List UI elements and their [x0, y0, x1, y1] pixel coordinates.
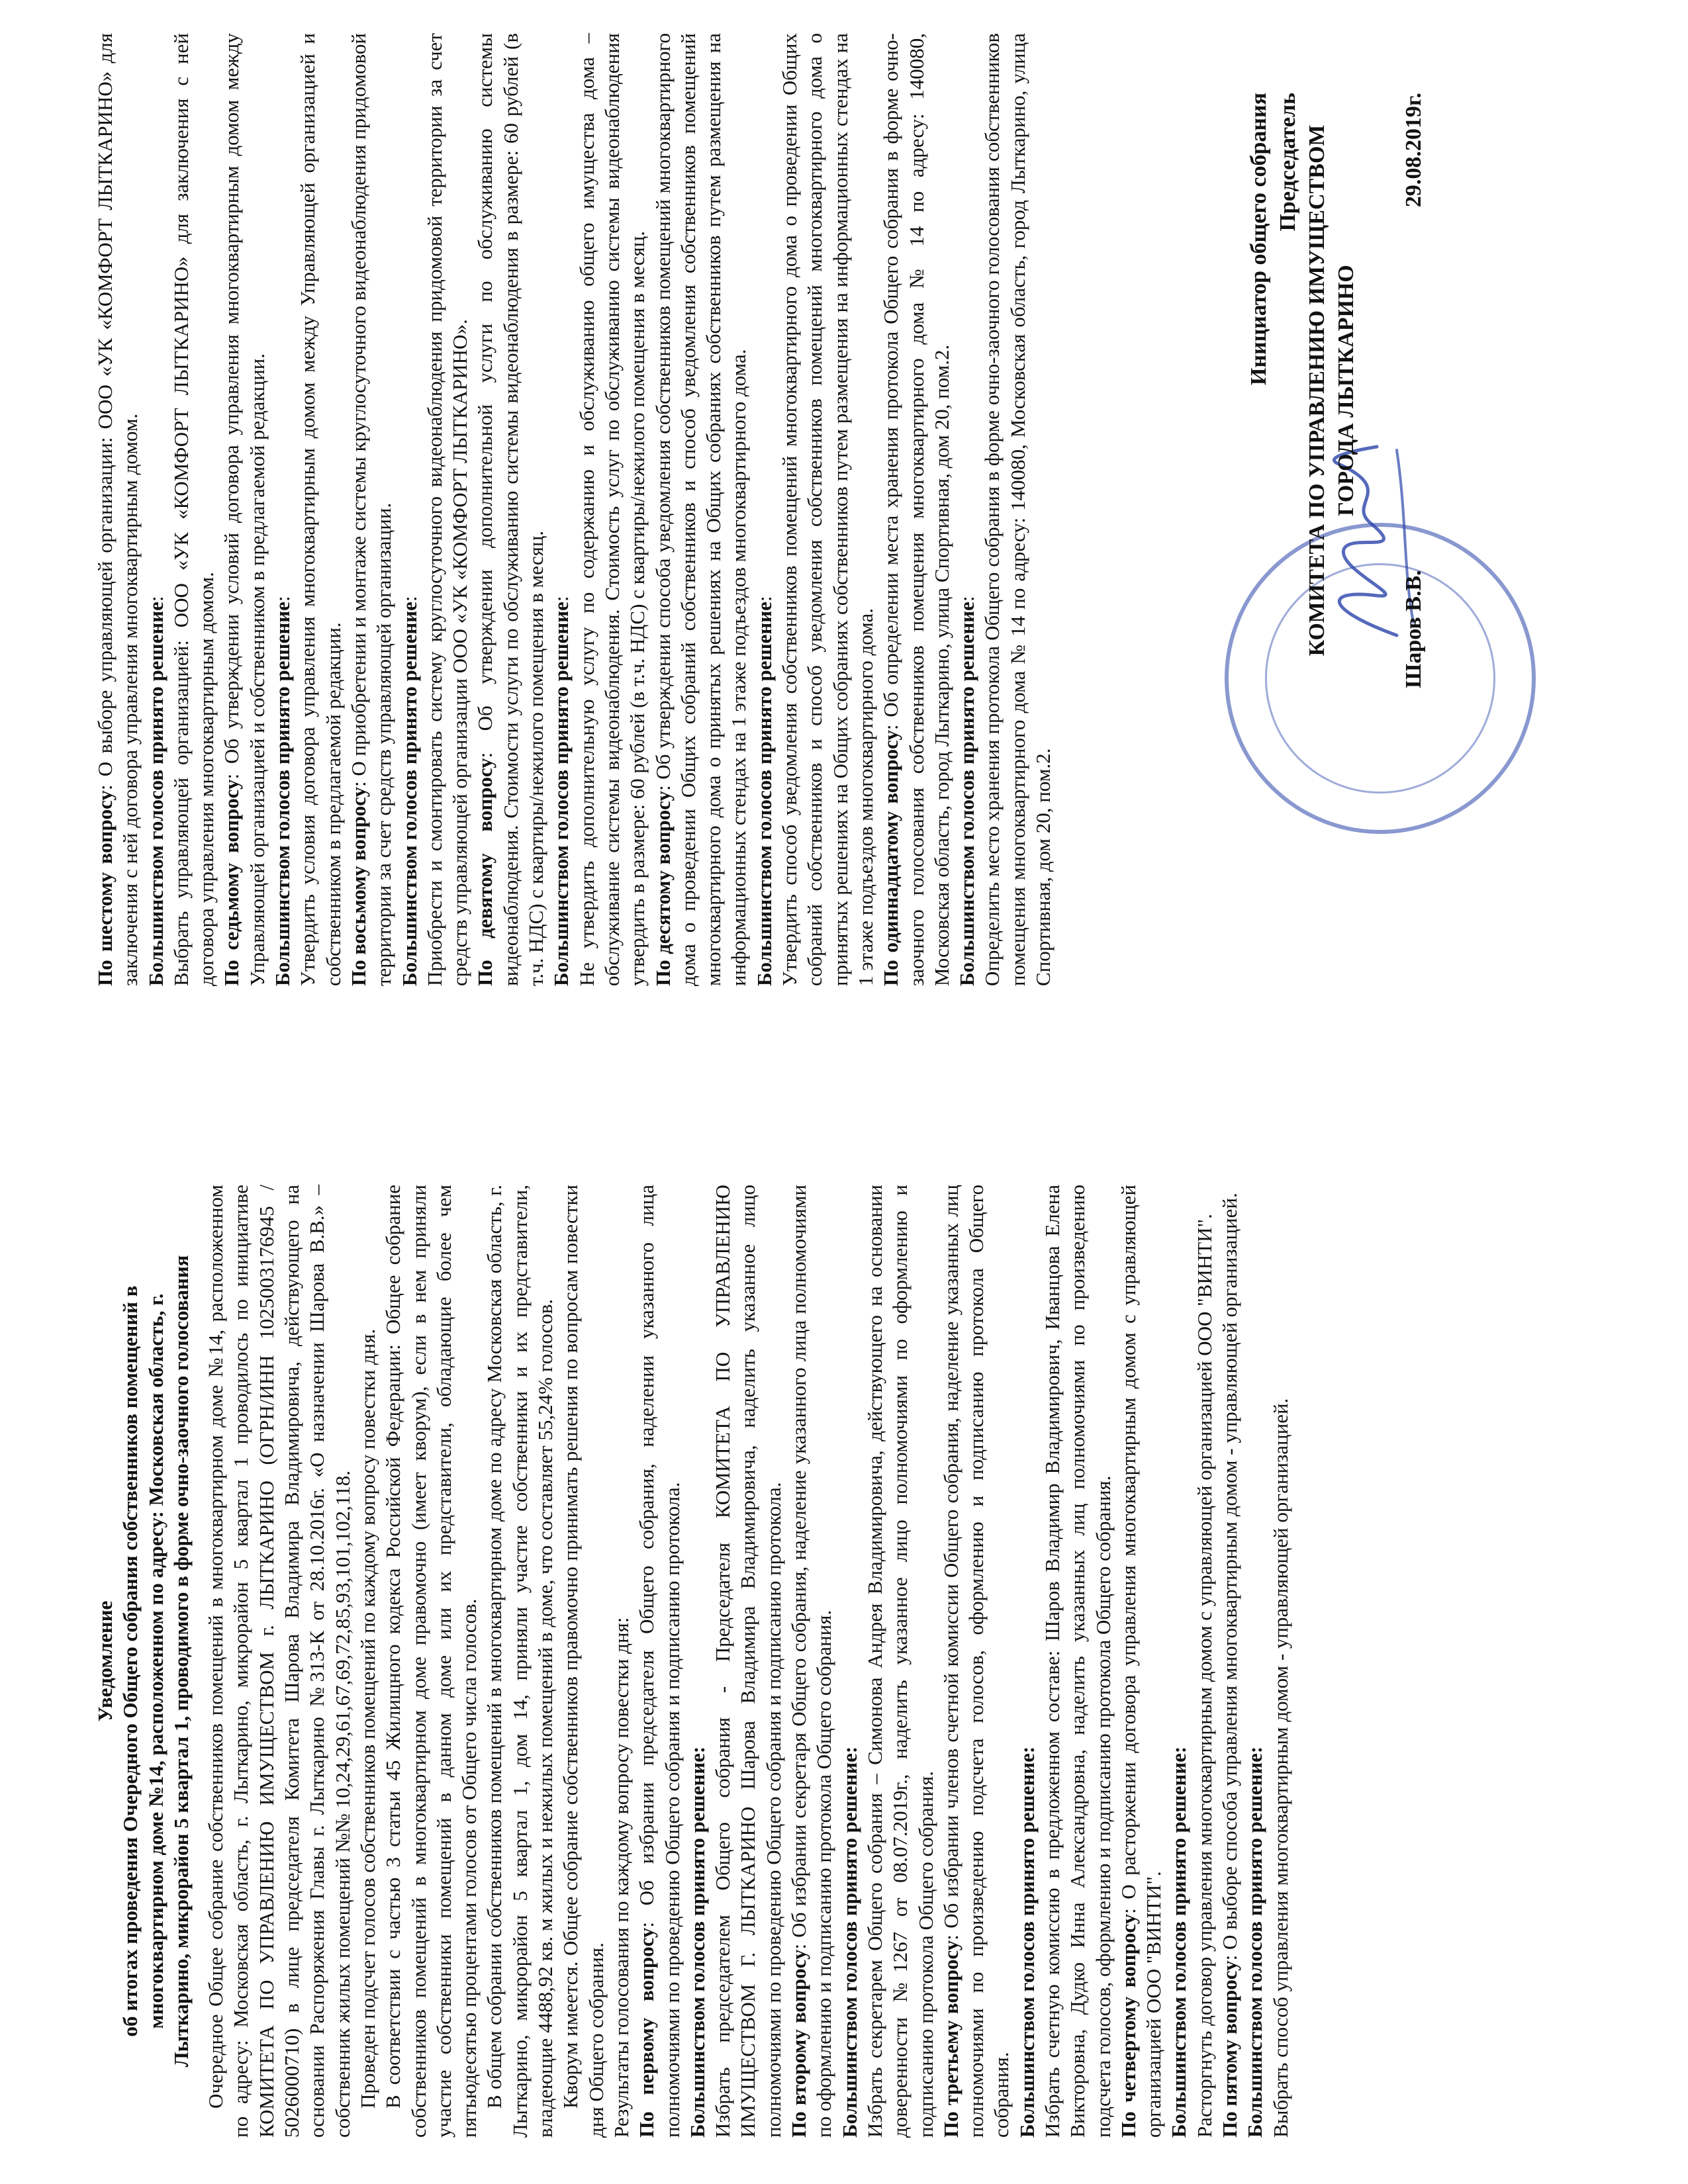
q8-text: : О приобретении и монтаже системы круглосуточного видеонаблюдения придомовой территории за счет средств управляющей организации. — [346, 33, 396, 986]
q4-decision-label: Большинством голосов принято решение: — [1167, 1746, 1191, 2138]
signer-name: Шаров В.В. — [1401, 570, 1426, 688]
q9-label: По девятому вопросу — [473, 758, 497, 986]
initiator-label: Инициатор общего собрания — [1246, 93, 1271, 386]
q2-label: По второму вопросу — [787, 1949, 811, 2138]
left-column — [93, 1185, 1293, 2138]
q6-label: По шестому вопросу — [93, 790, 117, 986]
q10-label: По десятому вопросу — [651, 790, 675, 986]
title-line-3: многоквартирном доме №14, расположенном по адресу: Московская область, г. — [144, 1293, 167, 2029]
q2-text: : Об избрании секретаря Общего собрания, наделение указанного лица полномочиями по оформлению и подписанию протокола Общего собрания. — [787, 1185, 836, 2138]
q8-decision-label: Большинством голосов принято решение — [397, 602, 421, 986]
q1-text: : Об избрании председателя Общего собрания, наделении указанного лица полномочиями по проведению Общего собрания и подписанию протокола. — [635, 1185, 684, 2138]
org-line-1: КОМИТЕТА ПО УПРАВЛЕНИЮ ИМУЩЕСТВОМ — [1305, 124, 1329, 657]
q7-text: : Об утверждении условий договора управления многоквартирным домом между Управляющей организацией и собственником в предлагаемой редакции. — [220, 33, 269, 986]
question-9 — [473, 33, 549, 986]
q8-decision: Приобрести и смонтировать систему круглосуточного видеонаблюдения придомовой территории за счет средств управляющей организации ООО «УК «КОМФОРТ ЛЫТКАРИНО». — [422, 33, 472, 986]
q1-decision-label: Большинством голосов принято решение: — [685, 1746, 709, 2138]
q5-label: По пятому вопросу — [1218, 1960, 1242, 2138]
quorum-paragraph: Кворум имеется. Общее собрание собственников правомочно принимать решения по вопросам повестки дня Общего собрания. — [559, 1185, 608, 2138]
question-10 — [651, 33, 752, 986]
question-8 — [346, 33, 397, 986]
signature-block — [1244, 93, 1429, 688]
count-paragraph: Проведен подсчет голосов собственников помещений по каждому вопросу повестки дня. — [355, 1328, 379, 2109]
signature-date: 29.08.2019г. — [1401, 93, 1426, 208]
q11-decision-label: Большинством голосов принято решение — [955, 602, 979, 986]
q3-decision: Избрать счетную комиссию в предложенном составе: Шаров Владимир Владимирович, Иванцова Елена Викторовна, Дудко Инна Александровна, наделить указанных лиц полномочиями по произведению подсчета голосов, оформлению и подписанию протокола Общего собрания. — [1040, 1185, 1115, 2138]
q7-label: По седьмому вопросу — [220, 779, 244, 986]
q9-decision: Не утвердить дополнительную услугу по содержанию и обслуживанию общего имущества дома – обслуживание системы видеонаблюдения. Стоимость услуг по обслуживанию системы видеонаблюдения утвердить в размере: 60 рублей (в т.ч. НДС) с квартиры/нежилого помещения в месяц. — [575, 33, 649, 986]
q5-decision: Выбрать способ управления многоквартирным домом - управляющей организацией. — [1268, 1398, 1292, 2138]
org-line-2: ГОРОДА ЛЫТКАРИНО — [1334, 265, 1358, 516]
q10-text: : Об утверждении способа уведомления собственников помещений многоквартирного дома о проведении Общих собраний собственников и способ уведомления собственников помещений многоквартирного дома о принятых решениях на Общих собраниях собственников путем размещения на информационных стендах на 1 этаже подъездов многоквартирного дома. — [651, 33, 751, 986]
q2-decision-label: Большинством голосов принято решение: — [837, 1746, 861, 2138]
quorum-law-paragraph: В соответствии с частью 3 статьи 45 Жилищного кодекса Российской Федерации: Общее собрание собственников помещений в многоквартирном доме правомочно (имеет кворум), если в нем приняли участие собственники помещений в данном доме или их представители, обладающие более чем пятьюдесятью процентами голосов от Общего числа голосов. — [381, 1185, 481, 2138]
notice-title — [93, 1185, 194, 2138]
question-4 — [1116, 1185, 1167, 2138]
participation-paragraph: В общем собрании собственников помещений в многоквартирном доме по адресу Московская область, г. Лыткарино, микрорайон 5 квартал 1, дом 14, приняли участие собственники и их представители, владеющие 4488,92 кв. м жилых и нежилых помещений в доме, что составляет 55,24% голосов. — [483, 1185, 557, 2138]
q7-decision-label: Большинством голосов принято решение — [271, 602, 295, 986]
q1-label: По первому вопросу — [635, 1927, 659, 2138]
signature-line — [1399, 93, 1429, 688]
q4-label: По четвертому вопросу — [1116, 1913, 1140, 2138]
q3-text: : Об избрании членов счетной комиссии Общего собрания, наделение указанных лиц полномочиями по произведению подсчета голосов, оформлению и подписанию протокола Общего собрания. — [939, 1184, 1013, 2138]
q9-text: : Об утверждении дополнительной услуги по обслуживанию системы видеонаблюдения. Стоимости услуги по обслуживанию системы видеонаблюдения в размере: 60 рублей (в т.ч. НДС) с квартиры/нежилого помещения в месяц. — [473, 33, 548, 986]
q9-decision-label: Большинством голосов принято решение — [549, 602, 573, 986]
q3-decision-label: Большинством голосов принято решение: — [1015, 1746, 1039, 2138]
question-1 — [634, 1185, 685, 2138]
question-7 — [219, 33, 270, 986]
q10-decision-label: Большинством голосов принято решение — [752, 602, 776, 986]
q8-label: По восьмому вопросу — [346, 786, 370, 986]
q6-text: : О выборе управляющей организации: ООО «УК «КОМФОРТ ЛЫТКАРИНО» для заключения с ней договора управления многоквартирным домом. — [93, 33, 142, 986]
q3-label: По третьему вопросу — [939, 1940, 962, 2138]
q11-label: По одиннадцатому вопросу — [879, 730, 903, 986]
right-column: По шестому вопросу: О выборе управляющей организации: ООО «УК «КОМФОРТ ЛЫТКАРИНО» для заключения с ней договора управления многоквартирным домом. Большинством голосов принято решение: Выбрать управляющей организацией: ООО «УК «КОМФОРТ ЛЫТКАРИНО» для заключения с ней договора управления многоквартирным домом. По седьмому вопросу: Об утверждении условий договора управления многоквартирным домом между Управляющей организацией и собственником в предлагаемой редакции. Большинством голосов принято решение: Утвердить условия договора управления многоквартирным домом между Управляющей организацией и собственником в предлагаемой редакции. По восьмому вопросу: О приобретении и монтаже системы круглосуточного видеонаблюдения придомовой территории за счет средств управляющей организации. Большинством голосов принято решение: Приобрести и смонтировать систему круглосуточного видеонаблюдения придомовой территории за счет средств управляющей организации ООО «УК «КОМФОРТ ЛЫТКАРИНО». По девятому вопросу: Об утверждении дополнительной услуги по обслуживанию системы видеонаблюдения. Стоимости услуги по обслуживанию системы видеонаблюдения в размере: 60 рублей (в т.ч. НДС) с квартиры/нежилого помещения в месяц. Большинством голосов принято решение: Не утвердить дополнительную услугу по содержанию и обслуживанию общего имущества дома – обслуживание системы видеонаблюдения. Стоимость услуг по обслуживанию системы видеонаблюдения утвердить в размере: 60 рублей (в т.ч. НДС) с квартиры/нежилого помещения в месяц. По десятому вопросу: Об утверждении способа уведомления собственников помещений многоквартирного дома о проведении Общих собраний собственников и способ уведомления собственников помещений многоквартирного дома о принятых решениях на Общих собраниях собственников путем размещения на информационных стендах на 1 этаже подъездов многоквартирного дома. Большинством голосов принято решение: Утвердить способ уведомления собственников помещений многоквартирного дома о проведении Общих собраний собственников и способ уведомления собственников помещений многоквартирного дома о принятых решениях на Общих собраниях собственников путем размещения на информационных стендах на 1 этаже подъездов многоквартирного дома. По одиннадцатому вопросу: Об определении места хранения протокола Общего собрания в форме очно-заочного голосования собственников помещения многоквартирного дома № 14 по адресу: 140080, Московская область, город Лыткарино, улица Спортивная, дом 20, пом.2. Большинством голосов принято решение: Определить место хранения протокола Общего собрания в форме очно-заочного голосования собственников помещения многоквартирного дома № 14 по адресу: 140080, Московская область, город Лыткарино, улица Спортивная, дом 20, пом.2. — [93, 33, 1056, 986]
question-6 — [93, 33, 144, 986]
question-3 — [939, 1185, 1015, 2138]
q10-decision: Утвердить способ уведомления собственников помещений многоквартирного дома о проведении Общих собраний собственников и способ уведомления собственников помещений многоквартирного дома о принятых решениях на Общих собраниях собственников путем размещения на информационных стендах на 1 этаже подъездов многоквартирного дома. — [778, 33, 877, 986]
q11-decision: Определить место хранения протокола Общего собрания в форме очно-заочного голосования собственников помещения многоквартирного дома № 14 по адресу: 140080, Московская область, город Лыткарино, улица Спортивная, дом 20, пом.2. — [980, 33, 1055, 986]
q5-decision-label: Большинством голосов принято решение: — [1243, 1746, 1267, 2138]
chairman-role: Председатель — [1276, 93, 1300, 232]
q6-decision-label: Большинством голосов принято решение — [144, 602, 167, 986]
q1-decision: Избрать председателем Общего собрания - Председателя КОМИТЕТА ПО УПРАВЛЕНИЮ ИМУЩЕСТВОМ Г. ЛЫТКАРИНО Шарова Владимира Владимировича, наделить указанное лицо полномочиями по проведению Общего собрания и подписанию протокола. — [711, 1185, 785, 2138]
q11-text: : Об определении места хранения протокола Общего собрания в форме очно-заочного голосования собственников помещения многоквартирного дома № 14 по адресу: 140080, Московская область, город Лыткарино, улица Спортивная, дом 20, пом.2. — [879, 33, 953, 986]
question-2 — [786, 1185, 837, 2138]
q5-text: : О выборе способа управления многоквартирным домом - управляющей организацией. — [1218, 1193, 1242, 1961]
results-intro: Результаты голосования по каждому вопросу повестки дня: — [609, 1617, 633, 2138]
title-line-2: об итогах проведения Очередного Общего собрания собственников помещений в — [118, 1285, 142, 2037]
intro-paragraph: Очередное Общее собрание собственников помещений в многоквартирном доме №14, расположенном по адресу: Московская область, г. Лыткарино, микрорайон 5 квартал 1 проводилось по инициативе КОМИТЕТА ПО УПРАВЛЕНИЮ ИМУЩЕСТВОМ г. ЛЫТКАРИНО (ОГРН/ИНН 1025003176945 / 5026000710) в лице председателя Комитета Шарова Владимира Владимировича, действующего на основании Распоряжения Главы г. Лыткарино №313-К от 28.10.2016г. «О назначении Шарова В.В.» – собственник жилых помещений №№ 10,24,29,61,67,69,72,85,93,101,102,118. — [204, 1185, 354, 2138]
q4-decision: Расторгнуть договор управления многоквартирным домом с управляющей организацией ООО "ВИНТИ". — [1192, 1214, 1216, 2138]
q6-decision: Выбрать управляющей организацией: ООО «УК «КОМФОРТ ЛЫТКАРИНО» для заключения с ней договора управления многоквартирным домом. — [169, 33, 218, 986]
q4-text: : О расторжении договора управления многоквартирным домом с управляющей организацией ООО "ВИНТИ". — [1116, 1185, 1166, 2138]
q7-decision: Утвердить условия договора управления многоквартирным домом между Управляющей организацией и собственником в предлагаемой редакции. — [296, 33, 345, 986]
title-line-4: Лыткарино, микрорайон 5 квартал 1, проводимого в форме очно-заочного голосования — [169, 1255, 193, 2068]
question-5 — [1217, 1185, 1243, 2138]
question-11 — [878, 33, 955, 986]
title-line-1: Уведомление — [93, 1600, 117, 1722]
q2-decision: Избрать секретарем Общего собрания – Симонова Андрея Владимировича, действующего на основании доверенности №1267 от 08.07.2019г., наделить указанное лицо полномочиями по оформлению и подписанию протокола Общего собрания. — [863, 1185, 937, 2138]
